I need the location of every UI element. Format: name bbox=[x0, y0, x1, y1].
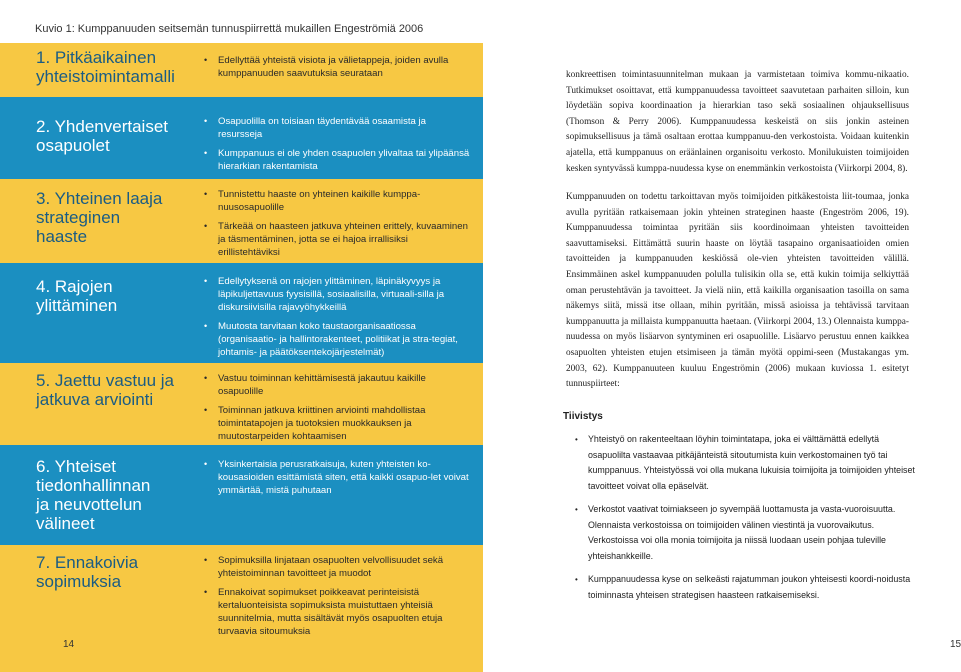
section-7-bullet-1: • Sopimuksilla linjataan osapuolten velvollisuudet sekä yhteistoiminnan tavoitteet ja muodot bbox=[204, 554, 471, 580]
summary-title: Tiivistys bbox=[563, 411, 603, 422]
section-1 bbox=[0, 43, 483, 97]
section-3-bullet-2: • Tärkeää on haasteen jatkuva yhteinen erittely, kuvaaminen ja täsmentäminen, jotta se ei hajoa irrallisiksi erillistehtäviksi bbox=[204, 220, 471, 259]
page-number-left: 14 bbox=[63, 639, 75, 650]
section-3 bbox=[0, 179, 483, 263]
section-4-bullet-2: • Muutosta tarvitaan koko taustaorganisaatiossa (organisaatio- ja hallintorakenteet, politiikat ja stra-tegiat, johtamis- ja päätöksentekojärjestelmät) bbox=[204, 320, 471, 359]
right-page bbox=[483, 0, 960, 672]
body-paragraph-1: konkreettisen toimintasuunnitelman mukaan ja varmistetaan toimiva kommu-nikaatio. Tutkimukset osoittavat, että kumppanuudessa tavoitteet saavutetaan parhaiten silloin, kun löydetään sopiva koordinaation ja hierarkian taso sekä sosiaalinen ohjauksellisuus (Thomson & Perry 2006). Kumppanuudessa keskeistä on siis jonkin asteinen sopimuksellisuus ja tämä osaltaan erottaa kumppanuu-den verkostoista. Voidaan kuitenkin ajatella, että kumppanuus on eräänlainen organisoitu verkosto. Monilukuisten toimijoiden kesken syntyvässä kumppa-nuudessa kyse on enemmänkin verkostoista (Viirkorpi 2004, 8). bbox=[566, 70, 909, 174]
section-4-label: 4. Rajojen ylittäminen bbox=[36, 277, 118, 315]
section-6-label: 6. Yhteiset tiedonhallinnan ja neuvottelun välineet bbox=[36, 457, 151, 533]
section-1-label: 1. Pitkäaikainen yhteistoimintamalli bbox=[36, 48, 175, 86]
section-2-bullet-1: • Osapuolilla on toisiaan täydentävää osaamista ja resursseja bbox=[204, 115, 471, 141]
section-7-label: 7. Ennakoivia sopimuksia bbox=[36, 553, 139, 591]
summary-item-3: • Kumppanuudessa kyse on selkeästi rajatumman joukon yhteisesti koordi-noidusta toiminnasta yhteisen strategisen haasteen ratkaisemiseksi. bbox=[575, 572, 917, 603]
section-3-bullet-1: • Tunnistettu haaste on yhteinen kaikille kumppa-nuusosapuolille bbox=[204, 188, 471, 214]
section-5 bbox=[0, 363, 483, 445]
section-4-bullet-1: • Edellytyksenä on rajojen ylittäminen, läpinäkyvyys ja läpikuljettavuus fyysisillä, sosiaalisilla, virtuaali-silla ja diskursiivisilla rajavyöhykkeillä bbox=[204, 275, 471, 314]
section-2-bullet-2: • Kumppanuus ei ole yhden osapuolen ylivaltaa tai ylipäänsä hierarkian rakentamista bbox=[204, 147, 471, 173]
section-6 bbox=[0, 445, 483, 545]
summary-item-1: • Yhteistyö on rakenteeltaan löyhin toimintatapa, joka ei välttämättä edellytä osapuolilta vastaavaa pitkäjänteistä sitoutumista kuin verkostomainen työ tai kumppanuus. Yhteistyössä voi olla mukana lukuisia toimijoita ja toimijoiden yhteiset tavoitteet voivat olla epäselvät. bbox=[575, 432, 917, 494]
page-number-right: 15 bbox=[950, 639, 961, 650]
section-3-label: 3. Yhteinen laaja strateginen haaste bbox=[36, 189, 163, 246]
section-2 bbox=[0, 97, 483, 179]
section-5-label: 5. Jaettu vastuu ja jatkuva arviointi bbox=[36, 371, 174, 409]
section-5-bullet-1: • Vastuu toiminnan kehittämisestä jakautuu kaikille osapuolille bbox=[204, 372, 471, 398]
section-4 bbox=[0, 263, 483, 363]
summary-list bbox=[575, 432, 917, 611]
section-2-label: 2. Yhdenvertaiset osapuolet bbox=[36, 117, 168, 155]
section-5-bullet-2: • Toiminnan jatkuva kriittinen arviointi mahdollistaa toimintatapojen ja tuotoksien muokkauksen ja muutostarpeiden kohtaamisen bbox=[204, 404, 471, 443]
body-paragraph-2: Kumppanuuden on todettu tarkoittavan myös toimijoiden pitkäkestoista liit-toumaa, jonka avulla pyritään ratkaisemaan jokin yhteinen strateginen haaste (Engeström 2006, 19). Kumppanuudessa toimintaa pyritään siis koordinoimaan yhteisten tavoitteiden saavuttamiseksi. Eittämättä suurin haaste on löytää tasapaino organisaatioiden omien tavoitteiden ja kumppanuuden keskiössä ole-vien yhteisten tavoitteiden välillä. Ensimmäinen askel kumppanuuden polulla tulisikin olla se, että kukin toimija selkiyttää oman perustehtävän ja tavoitteet. Ja vielä niin, että kaikilla organisaation tasoilla on sama näkemys siitä, missä itse ollaan, mihin pyritään, missä asioissa ja tehtävissä tarvitaan kumppanuutta ja millaista kumppanuutta haetaan. (Viirkorpi 2004, 13.) Olennaista kumppa-nuudessa on myös lisäarvon syntyminen eri osapuolille. Lisäarvo perustuu ennen kaikkea osapuolten yhteisten etujen etsimiseen ja tämän myötä oppimi-seen (Mustakangas ym. 2003, 62). Kumppanuuteen kuuluu Engeströmin (2006) mukaan kuviossa 1. esitetyt tunnuspiirteet: bbox=[566, 192, 909, 390]
section-7-bullet-2: • Ennakoivat sopimukset poikkeavat perinteisistä kertaluonteisista sopimuksista muistuttaen yhteisiä suunnitelmia, mutta sisältävät myös osapuolten etuja turvaavia sitoumuksia bbox=[204, 586, 471, 638]
section-7 bbox=[0, 545, 483, 672]
section-1-bullet-1: • Edellyttää yhteistä visiota ja välietappeja, joiden avulla kumppanuuden saavutuksia seurataan bbox=[204, 54, 471, 80]
figure-title: Kuvio 1: Kumppanuuden seitsemän tunnuspiirrettä mukaillen Engeströmiä 2006 bbox=[35, 23, 424, 35]
section-6-bullet-1: • Yksinkertaisia perusratkaisuja, kuten yhteisten ko-kousasioiden esittämistä siten, että kaikki osapuo-let voivat ymmärtää, mistä puhutaan bbox=[204, 458, 471, 497]
summary-item-2: • Verkostot vaativat toimiakseen jo syvempää luottamusta ja vasta-vuoroisuutta. Olennaista verkostoissa on toimijoiden välinen viestintä ja vuorovaikutus. Verkostoissa voi olla monia toimijoita ja niissä luodaan usein pohjaa tuleville yhteishankkeille. bbox=[575, 502, 917, 564]
